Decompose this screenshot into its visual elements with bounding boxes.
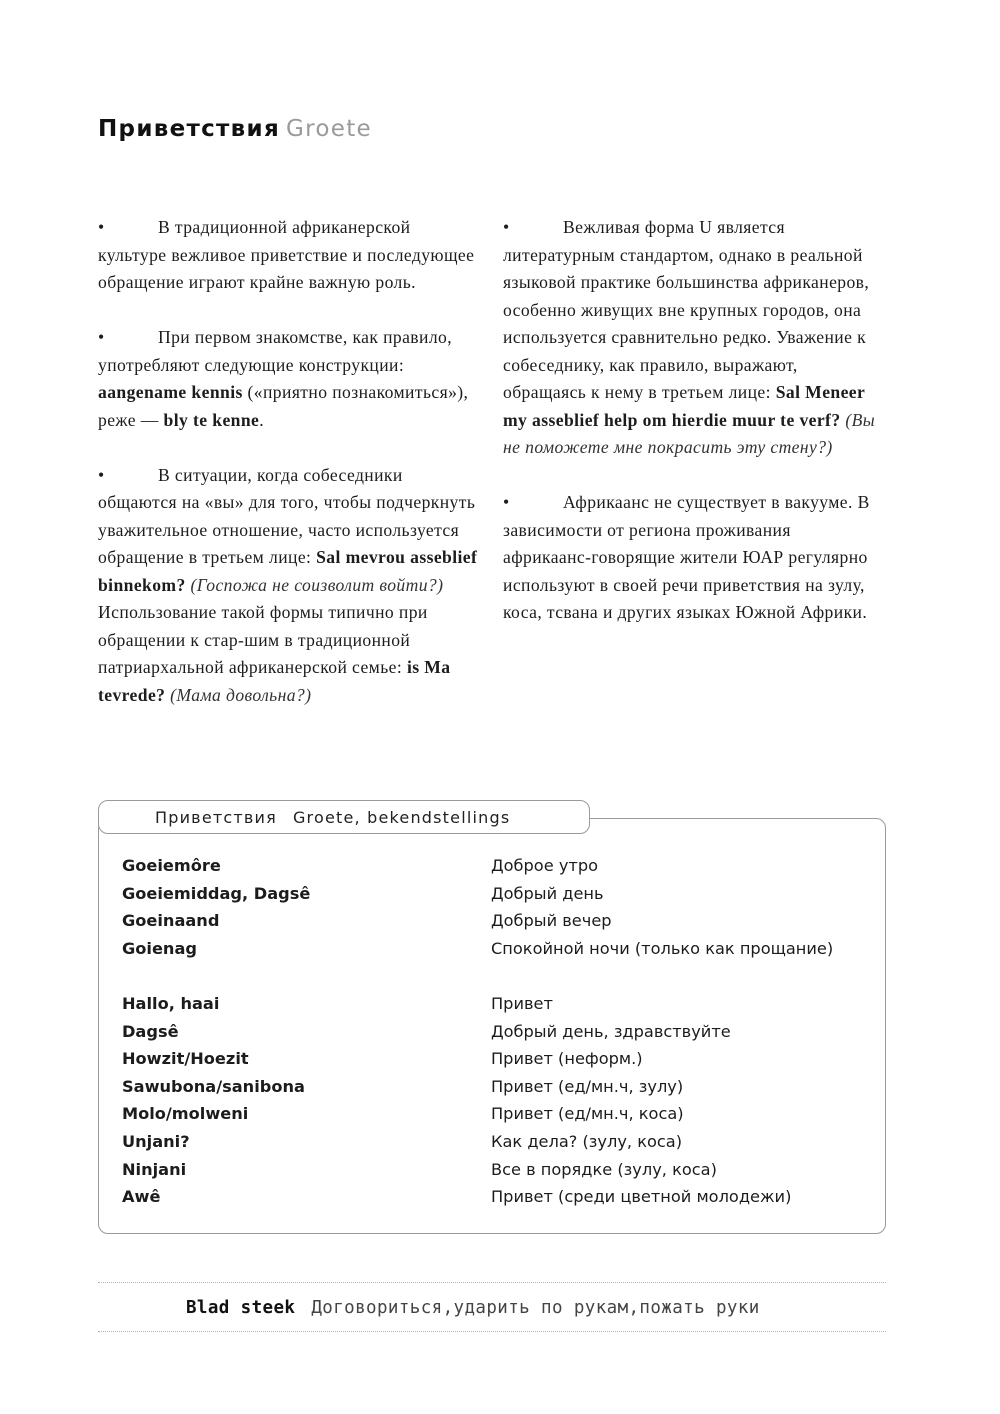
vocab-row <box>122 1045 862 1073</box>
vocab-translation: Привет (ед/мн.ч, зулу) <box>491 1076 684 1096</box>
afrikaans-phrase: Sal Meneer my asseblief help om hierdie muur te verf? <box>503 382 865 430</box>
vocab-row <box>122 1128 862 1156</box>
vocab-term: Ninjani <box>122 1159 187 1179</box>
vocab-row <box>122 1073 862 1101</box>
paragraph: • Африкаанс не существует в вакууме. В зависимости от региона проживания африкаанс-говорящие жители ЮАР регулярно используют в своей речи приветствия на зулу, коса, тсвана и других языках Южной Африки. <box>503 489 883 627</box>
vocab-translation: Добрый день <box>491 883 604 903</box>
vocab-translation: Спокойной ночи (только как прощание) <box>491 938 834 958</box>
vocabulary-box-tab <box>98 800 590 834</box>
afrikaans-phrase: bly te kenne <box>163 409 260 430</box>
page-title <box>98 116 372 142</box>
vocab-translation: Как дела? (зулу, коса) <box>491 1131 683 1151</box>
right-column <box>503 214 883 654</box>
vocab-row <box>122 1156 862 1184</box>
vocab-term: Hallo, haai <box>122 993 220 1013</box>
vocab-row <box>122 1018 862 1046</box>
vocab-term: Unjani? <box>122 1131 190 1151</box>
vocab-translation: Добрый день, здравствуйте <box>491 1021 731 1041</box>
vocab-term: Goeinaand <box>122 911 220 931</box>
translation: (Мама довольна?) <box>165 684 312 705</box>
idiom-definition: Договориться,ударить по рукам,пожать руки <box>311 1298 760 1318</box>
vocab-row <box>122 990 862 1018</box>
vocab-term: Awê <box>122 1187 161 1207</box>
vocab-row <box>122 880 862 908</box>
vocab-term: Goienag <box>122 938 197 958</box>
vocabulary-list <box>122 852 862 1211</box>
paragraph: • В традиционной африканерской культуре вежливое приветствие и последующее обращение играют крайне важную роль. <box>98 214 478 297</box>
vocab-translation: Доброе утро <box>491 856 599 875</box>
translation: (Вы не поможете мне покрасить эту стену?) <box>503 409 876 457</box>
bullet: • <box>98 327 105 347</box>
page-title-ru: Приветствия <box>98 116 281 142</box>
vocab-translation: Все в порядке (зулу, коса) <box>491 1159 717 1179</box>
vocab-row <box>122 1183 862 1211</box>
afrikaans-phrase: Sal mevrou asseblief binnekom? <box>98 547 478 595</box>
vocabulary-tab-ru: Приветствия <box>155 808 277 827</box>
afrikaans-phrase: is Ma tevrede? <box>98 657 451 705</box>
bullet: • <box>503 492 510 512</box>
vocab-row <box>122 935 862 963</box>
vocab-translation: Привет (ед/мн.ч, коса) <box>491 1104 684 1124</box>
afrikaans-phrase: aangename kennis <box>98 382 243 402</box>
bullet: • <box>98 464 105 485</box>
idiom-term: Blad steek <box>186 1298 296 1318</box>
vocab-translation: Привет <box>491 993 553 1013</box>
footer-idiom <box>186 1298 760 1318</box>
bullet: • <box>503 217 510 237</box>
vocab-translation: Привет (неформ.) <box>491 1049 643 1069</box>
vocab-term: Goeiemôre <box>122 856 221 875</box>
vocab-term: Molo/molweni <box>122 1104 249 1124</box>
bullet: • <box>98 217 105 237</box>
footer-divider-bottom <box>98 1331 886 1332</box>
footer-divider-top <box>98 1282 886 1283</box>
vocab-term: Dagsê <box>122 1021 179 1041</box>
vocab-translation: Привет (среди цветной молодежи) <box>491 1187 792 1207</box>
vocab-translation: Добрый вечер <box>491 911 612 931</box>
page-title-af: Groete <box>286 116 372 142</box>
translation: (Госпожа не соизволит войти?) <box>185 574 444 595</box>
vocab-term: Sawubona/sanibona <box>122 1076 305 1096</box>
vocab-row <box>122 1100 862 1128</box>
vocab-term: Goeiemiddag, Dagsê <box>122 883 311 903</box>
vocabulary-tab-af: Groete, bekendstellings <box>292 808 511 827</box>
vocab-row <box>122 852 862 880</box>
left-column <box>98 214 478 737</box>
vocab-term: Howzit/Hoezit <box>122 1049 249 1069</box>
paragraph: • Вежливая форма U является литературным стандартом, однако в реальной языковой практике большинства африканеров, особенно живущих вне крупных городов, она используется сравнительно редко. Уважение к собеседнику, как правило, выражают, обращаясь к нему в третьем лице: Sal Meneer my asseblief help om hierdie muur te verf? (Вы не поможете мне покрасить эту стену?) <box>503 214 883 462</box>
paragraph: • В ситуации, когда собеседники общаются на «вы» для того, чтобы подчеркнуть уважительное отношение, часто используется обращение в третьем лице: Sal mevrou asseblief binnekom? (Госпожа не соизволит войти?) Использование такой формы типично при обращении к стар-шим в традиционной патриархальной африканерской семье: is Ma tevrede? (Мама довольна?) <box>98 462 478 710</box>
paragraph: • При первом знакомстве, как правило, употребляют следующие конструкции: aangename kennis («приятно познакомиться»), реже — bly te kenne. <box>98 324 478 434</box>
vocab-row <box>122 907 862 935</box>
